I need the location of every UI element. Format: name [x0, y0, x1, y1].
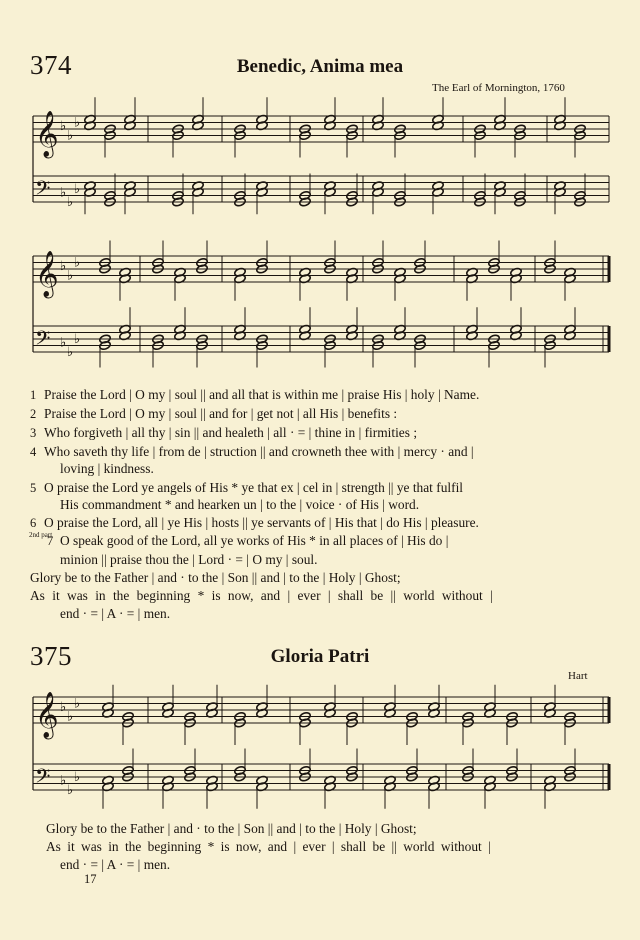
svg-text:𝄞: 𝄞 — [35, 251, 59, 297]
svg-text:♭: ♭ — [67, 709, 74, 725]
page-number: 17 — [84, 872, 97, 886]
second-part-mark: 2nd part — [29, 530, 53, 539]
verse-text: Who forgiveth | all thy | sin || and healeth | all · = | thine in | firmities ; — [44, 425, 418, 440]
verse-number: 5 — [30, 480, 37, 495]
svg-text:♭: ♭ — [67, 345, 74, 360]
svg-text:𝄞: 𝄞 — [35, 111, 59, 157]
verse-7 — [30, 532, 614, 551]
svg-text:♭: ♭ — [74, 332, 81, 347]
svg-text:♭: ♭ — [60, 118, 67, 134]
gloria-375-line-3 — [46, 856, 606, 874]
svg-text:♭: ♭ — [74, 182, 81, 197]
verse-2 — [30, 405, 614, 425]
verse-text: minion || praise thou the | Lord · = | O my | soul. — [60, 551, 318, 567]
verses-374 — [30, 386, 614, 623]
verse-text: Praise the Lord | O my | soul || and for | get not | all His | benefits : — [44, 405, 398, 421]
composer-375: Hart — [568, 670, 588, 682]
verse-text: end · = | A · = | men. — [60, 857, 171, 872]
verse-5-cont — [30, 496, 614, 514]
verse-1 — [30, 386, 614, 405]
svg-text:♭: ♭ — [74, 255, 81, 271]
verse-number: 2 — [30, 406, 37, 421]
composer-374: The Earl of Mornington, 1760 — [432, 82, 565, 94]
hymn-number-375: 375 — [30, 641, 72, 671]
verse-6 — [30, 514, 614, 532]
svg-text:♭: ♭ — [60, 335, 67, 351]
verse-number: 4 — [30, 444, 37, 459]
gloria-line-2 — [30, 587, 614, 605]
svg-text:𝄢: 𝄢 — [35, 764, 51, 793]
svg-text:♭: ♭ — [67, 128, 74, 144]
svg-text:𝄢: 𝄢 — [35, 326, 51, 355]
svg-text:♭: ♭ — [60, 185, 67, 201]
verse-text: His commandment * and hearken un | to the | voice · of His | word. — [60, 497, 420, 512]
svg-text:♭: ♭ — [60, 258, 67, 274]
verse-text: loving | kindness. — [60, 461, 154, 476]
svg-text:♭: ♭ — [67, 268, 74, 284]
verse-text: Glory be to the Father | and · to the | Son || and | to the | Holy | Ghost; — [30, 569, 401, 585]
hymn-title-375: Gloria Patri — [270, 646, 370, 667]
verse-text: O speak good of the Lord, all ye works of His * in all places of | His do | — [60, 532, 449, 548]
verse-number: 7 — [47, 533, 54, 548]
verse-text: O praise the Lord ye angels of His * ye that ex | cel in | strength || ye that fulfil — [44, 479, 464, 495]
verse-3 — [30, 424, 614, 443]
verse-number: 3 — [30, 426, 37, 440]
verse-text: end · = | A · = | men. — [60, 605, 171, 621]
svg-text:♭: ♭ — [74, 770, 81, 785]
hymn-number-374: 374 — [30, 50, 72, 80]
verse-text: As it was in the beginning * is now, and | ever | shall be || world without | — [30, 587, 493, 603]
verses-375 — [46, 820, 606, 874]
hymn-title-374: Benedic, Anima mea — [236, 56, 404, 77]
svg-text:♭: ♭ — [67, 783, 74, 798]
svg-text:♭: ♭ — [74, 696, 81, 712]
svg-text:♭: ♭ — [60, 773, 67, 789]
verse-7-cont — [30, 551, 614, 569]
gloria-line-1 — [30, 569, 614, 587]
svg-text:♭: ♭ — [67, 195, 74, 210]
verse-text: Glory be to the Father | and · to the | Son || and | to the | Holy | Ghost; — [46, 821, 417, 836]
verse-text: Praise the Lord | O my | soul || and all that is within me | praise His | holy | Name. — [44, 387, 480, 402]
svg-text:♭: ♭ — [60, 699, 67, 715]
svg-text:𝄞: 𝄞 — [35, 692, 59, 738]
gloria-375-line-2 — [46, 838, 606, 856]
verse-5 — [30, 479, 614, 497]
verse-4-cont — [30, 460, 614, 479]
verse-text: O praise the Lord, all | ye His | hosts || ye servants of | His that | do His | pleasure. — [44, 514, 479, 530]
gloria-line-3 — [30, 605, 614, 623]
verse-text: As it was in the beginning * is now, and | ever | shall be || world without | — [46, 839, 491, 854]
svg-text:𝄢: 𝄢 — [35, 176, 51, 205]
verse-number: 1 — [30, 388, 37, 402]
svg-text:♭: ♭ — [74, 115, 81, 131]
gloria-375-line-1 — [46, 820, 606, 838]
verse-text: Who saveth thy life | from de | struction || and crowneth thee with | mercy · and | — [44, 443, 474, 459]
verse-4 — [30, 443, 614, 461]
verse-number: 6 — [30, 515, 37, 530]
